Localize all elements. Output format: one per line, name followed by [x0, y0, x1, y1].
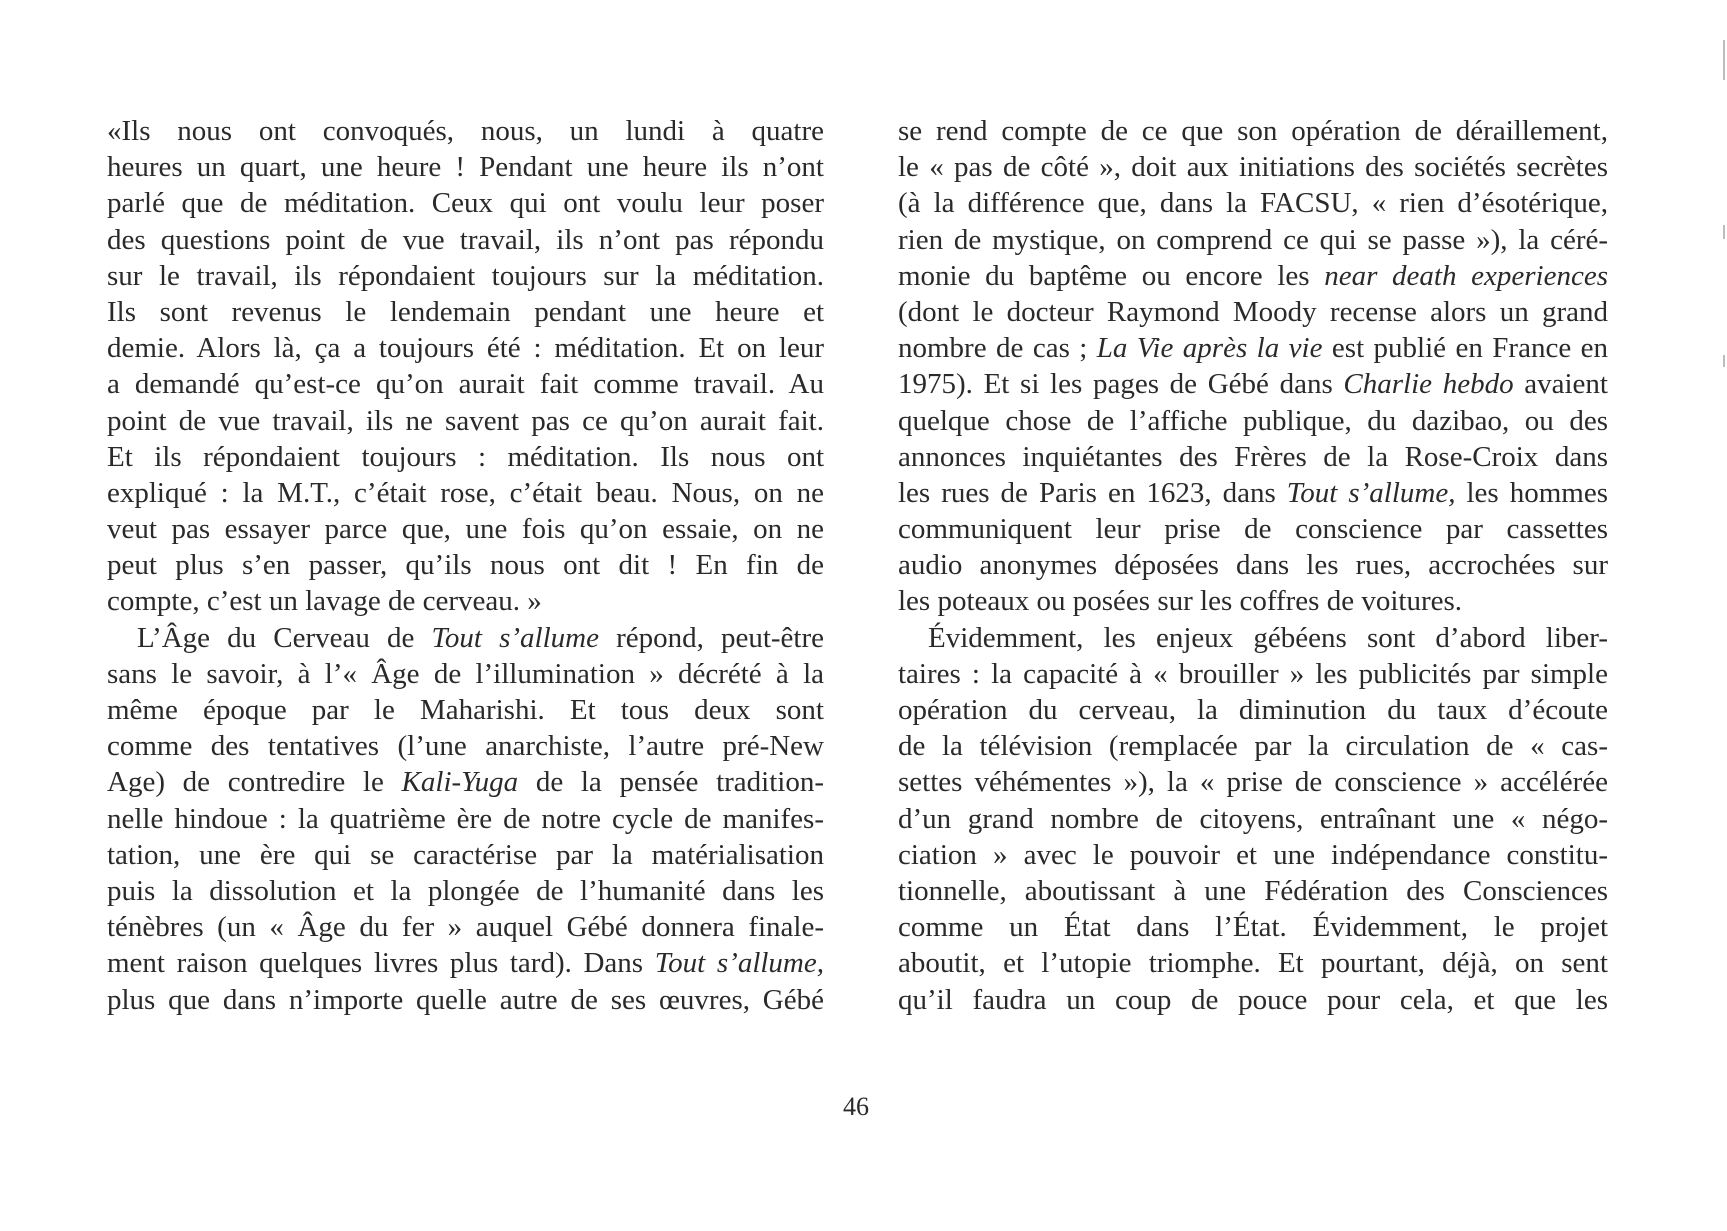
text-segment: point de vue travail, ils ne savent pas ce qu’on aurait fait. [107, 404, 824, 437]
text-line [898, 366, 1608, 402]
text-line [107, 185, 824, 221]
text-line [898, 222, 1608, 258]
text-segment: parlé que de méditation. Ceux qui ont voulu leur poser [107, 187, 824, 220]
italic-title: Tout s’allume, [654, 947, 824, 980]
text-line [107, 511, 824, 547]
text-segment: peut plus s’en passer, qu’ils nous ont dit ! En fin de [107, 549, 824, 582]
text-line [898, 873, 1608, 909]
text-segment: rien de mystique, on comprend ce qui se passe »), la céré- [898, 223, 1608, 256]
text-line [107, 873, 824, 909]
text-segment: comme un État dans l’État. Évidemment, le projet [898, 911, 1608, 944]
text-line [107, 222, 824, 258]
text-segment: compte, c’est un lavage de cerveau. » [107, 585, 542, 618]
text-segment: d’un grand nombre de citoyens, entraînant une « négo- [898, 802, 1608, 835]
text-segment: aboutit, et l’utopie triomphe. Et pourtant, déjà, on sent [898, 947, 1608, 980]
text-segment: annonces inquiétantes des Frères de la Rose-Croix dans [898, 440, 1608, 473]
text-segment: audio anonymes déposées dans les rues, accrochées sur [898, 549, 1608, 582]
text-segment: le « pas de côté », doit aux initiations des sociétés secrètes [898, 151, 1608, 184]
italic-title: Tout s’allume [431, 621, 599, 654]
page-edge-mark [1723, 355, 1725, 367]
text-line [107, 403, 824, 439]
text-line [107, 294, 824, 330]
italic-title: La Vie après la vie [1096, 332, 1323, 365]
text-segment: heures un quart, une heure ! Pendant une heure ils n’ont [107, 151, 824, 184]
text-line [898, 656, 1608, 692]
text-line [898, 982, 1608, 1018]
text-segment: répond, peut-être [598, 621, 824, 654]
text-segment: qu’il faudra un coup de pouce pour cela, et que les [898, 983, 1608, 1016]
text-line [898, 475, 1608, 511]
text-line [107, 258, 824, 294]
page-edge-mark [1723, 40, 1725, 80]
text-segment: est publié en France en [1322, 332, 1608, 365]
text-line [898, 583, 1608, 619]
text-line [898, 185, 1608, 221]
text-line [107, 909, 824, 945]
text-segment: de la télévision (remplacée par la circulation de « cas- [898, 730, 1608, 763]
text-segment: quelque chose de l’affiche publique, du dazibao, ou des [898, 404, 1608, 437]
text-line [107, 439, 824, 475]
text-line [898, 909, 1608, 945]
text-segment: demie. Alors là, ça a toujours été : méditation. Et on leur [107, 332, 824, 365]
text-segment: avaient [1513, 368, 1608, 401]
text-segment: Ils sont revenus le lendemain pendant une heure et [107, 295, 824, 328]
text-line [107, 692, 824, 728]
text-segment: puis la dissolution et la plongée de l’humanité dans les [107, 874, 824, 907]
text-segment: settes véhémentes »), la « prise de conscience » accélérée [898, 766, 1608, 799]
text-line [107, 583, 824, 619]
text-line [107, 620, 824, 656]
text-segment: nelle hindoue : la quatrième ère de notre cycle de manifes- [107, 802, 824, 835]
text-line [107, 982, 824, 1018]
text-line [107, 945, 824, 981]
text-line [898, 330, 1608, 366]
italic-title: Tout s’allume, [1286, 476, 1456, 509]
text-line [898, 801, 1608, 837]
text-line [898, 149, 1608, 185]
text-line [898, 439, 1608, 475]
text-line [898, 113, 1608, 149]
text-segment: L’Âge du Cerveau de [137, 621, 432, 654]
text-segment: tation, une ère qui se caractérise par la matérialisation [107, 838, 824, 871]
text-segment: communiquent leur prise de conscience par cassettes [898, 513, 1608, 546]
text-line [107, 837, 824, 873]
text-segment: opération du cerveau, la diminution du taux d’écoute [898, 694, 1608, 726]
text-segment: sur le travail, ils répondaient toujours sur la méditation. [107, 259, 824, 292]
text-line [107, 366, 824, 402]
text-segment: de la pensée tradition- [518, 766, 824, 799]
text-segment: même époque par le Maharishi. Et tous deux sont [107, 694, 824, 726]
text-segment: a demandé qu’est-ce qu’on aurait fait comme travail. Au [107, 368, 824, 401]
text-segment: monie du baptême ou encore les [898, 259, 1325, 292]
text-segment: comme des tentatives (l’une anarchiste, l’autre pré-New [107, 730, 824, 763]
text-line [898, 764, 1608, 800]
text-segment: ment raison quelques livres plus tard). Dans [107, 947, 655, 980]
text-segment: les poteaux ou posées sur les coffres de voitures. [898, 585, 1463, 618]
text-line [898, 547, 1608, 583]
text-segment: les rues de Paris en 1623, dans [898, 476, 1287, 509]
text-segment: plus que dans n’importe quelle autre de ses œuvres, Gébé [107, 983, 824, 1016]
left-text-column [107, 113, 824, 1018]
text-segment: se rend compte de ce que son opération de déraillement, [898, 115, 1608, 147]
text-segment: ténèbres (un « Âge du fer » auquel Gébé donnera finale- [107, 911, 824, 944]
text-segment: «Ils nous ont convoqués, nous, un lundi à quatre [107, 115, 824, 147]
right-text-column [898, 113, 1608, 1018]
text-line [898, 403, 1608, 439]
text-segment: Et ils répondaient toujours : méditation. Ils nous ont [107, 440, 824, 473]
text-line [107, 801, 824, 837]
text-segment: expliqué : la M.T., c’était rose, c’était beau. Nous, on ne [107, 476, 824, 509]
text-line [107, 547, 824, 583]
text-segment: des questions point de vue travail, ils n’ont pas répondu [107, 223, 824, 256]
text-segment: 1975). Et si les pages de Gébé dans [898, 368, 1344, 401]
text-segment: sans le savoir, à l’« Âge de l’illumination » décrété à la [107, 657, 824, 690]
text-segment: Évidemment, les enjeux gébéens sont d’abord liber- [928, 621, 1608, 654]
text-line [107, 475, 824, 511]
italic-title: near death experiences [1324, 259, 1608, 292]
text-segment: les hommes [1455, 476, 1608, 509]
text-line [898, 837, 1608, 873]
text-line [107, 728, 824, 764]
text-line [898, 692, 1608, 728]
text-segment: (dont le docteur Raymond Moody recense alors un grand [898, 295, 1608, 328]
italic-title: Charlie hebdo [1343, 368, 1514, 401]
text-segment: Age) de contredire le [107, 766, 402, 799]
text-line [107, 149, 824, 185]
text-line [898, 945, 1608, 981]
text-line [107, 113, 824, 149]
text-segment: nombre de cas ; [898, 332, 1097, 365]
text-segment: ciation » avec le pouvoir et une indépendance constitu- [898, 838, 1608, 871]
text-line [898, 620, 1608, 656]
text-line [107, 330, 824, 366]
text-line [898, 511, 1608, 547]
text-line [898, 294, 1608, 330]
text-segment: taires : la capacité à « brouiller » les publicités par simple [898, 657, 1608, 690]
text-segment: veut pas essayer parce que, une fois qu’on essaie, on ne [107, 513, 824, 546]
text-line [898, 728, 1608, 764]
text-segment: tionnelle, aboutissant à une Fédération des Consciences [898, 874, 1608, 907]
text-segment: (à la différence que, dans la FACSU, « rien d’ésotérique, [898, 187, 1608, 220]
text-line [107, 656, 824, 692]
page-edge-mark [1723, 225, 1725, 239]
text-line [898, 258, 1608, 294]
italic-title: Kali-Yuga [401, 766, 519, 799]
text-line [107, 764, 824, 800]
page-number: 46 [843, 1092, 869, 1121]
